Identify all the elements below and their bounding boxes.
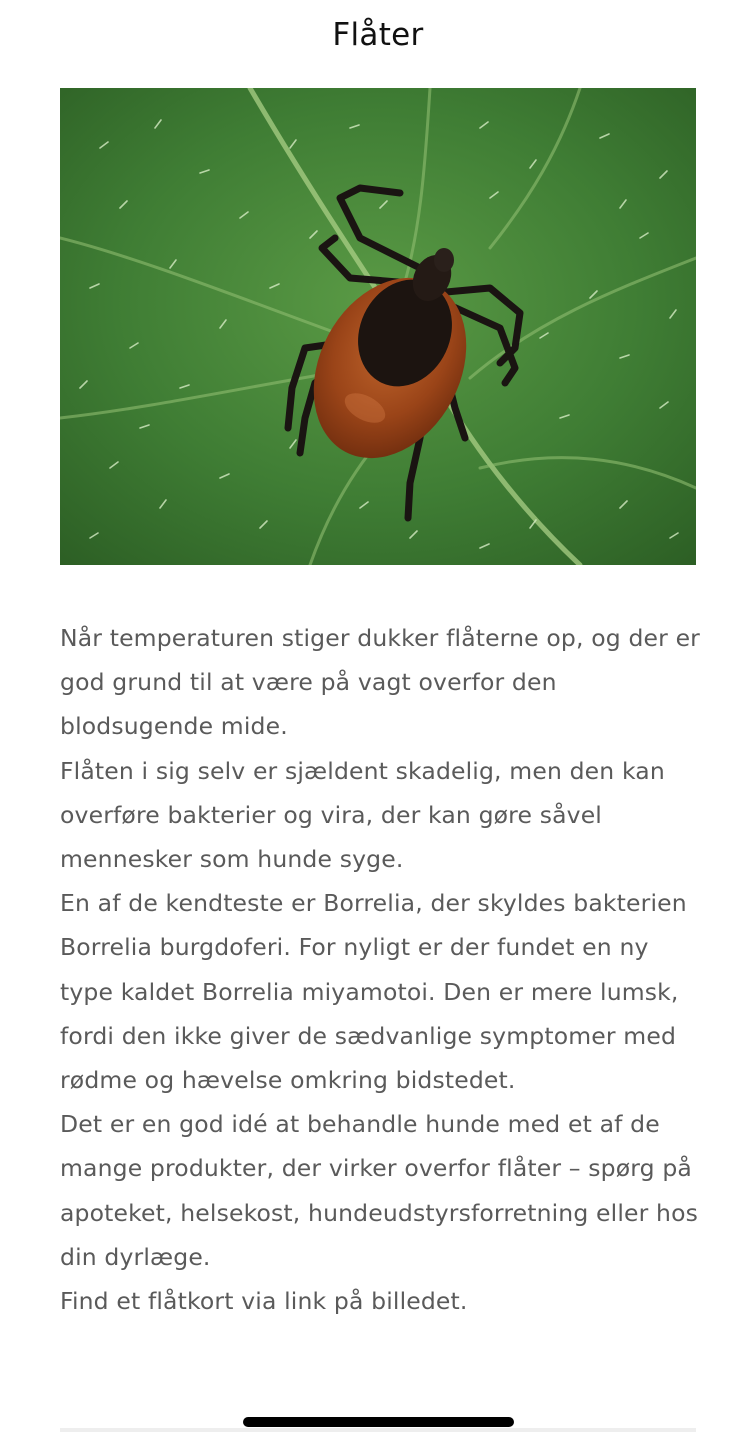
article-paragraph: Det er en god idé at behandle hunde med et af de mange produkter, der virker overfor flåter – spørg på apoteket, helsekost, hundeudstyrsforretning eller hos din dyrlæge. bbox=[60, 1110, 699, 1271]
article-body bbox=[60, 616, 700, 1323]
tick-on-leaf-image bbox=[60, 88, 696, 565]
article-paragraph: Find et flåtkort via link på billedet. bbox=[60, 1287, 468, 1316]
article-paragraph: Flåten i sig selv er sjældent skadelig, men den kan overføre bakterier og vira, der kan gøre såvel mennesker som hunde syge. bbox=[60, 756, 665, 874]
article-paragraph: Når temperaturen stiger dukker flåterne op, og der er god grund til at være på vagt overfor den blodsugende mide. bbox=[60, 624, 700, 741]
hero-image-link[interactable] bbox=[60, 88, 696, 565]
home-indicator[interactable] bbox=[243, 1417, 514, 1427]
section-divider bbox=[60, 1428, 696, 1432]
page-title: Flåter bbox=[332, 17, 424, 53]
article-paragraph: En af de kendteste er Borrelia, der skyldes bakterien Borrelia burgdoferi. For nyligt er der fundet en ny type kaldet Borrelia miyamotoi. Den er mere lumsk, fordi den ikke giver de sædvanlige symptomer med rødme og hævelse omkring bidstedet. bbox=[60, 889, 687, 1095]
